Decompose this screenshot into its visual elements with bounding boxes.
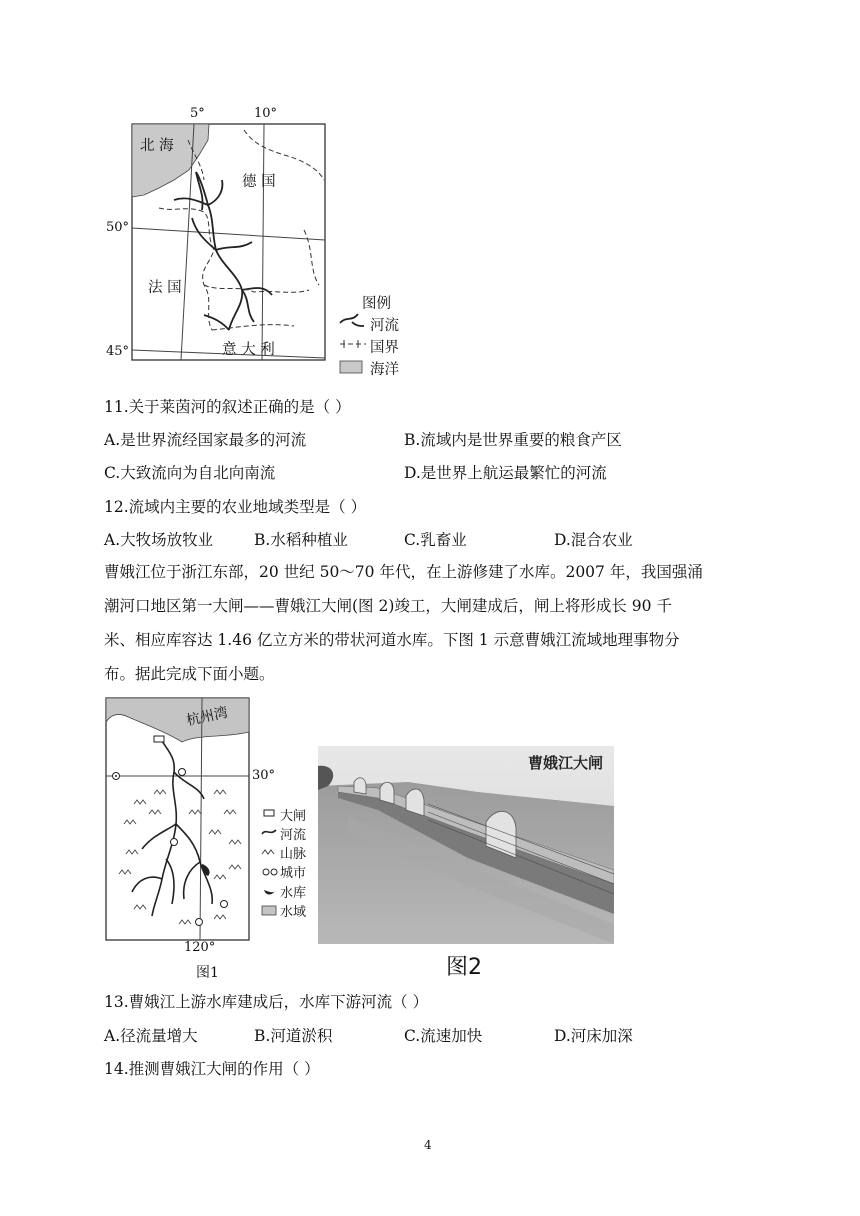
lat-label-45: 45° bbox=[106, 344, 130, 359]
lon-label-120: 120° bbox=[184, 940, 216, 955]
q13-option-a[interactable]: A.径流量增大 bbox=[104, 1027, 198, 1045]
passage bbox=[104, 555, 754, 691]
lat-label-30: 30° bbox=[252, 768, 276, 783]
label-germany: 德 国 bbox=[242, 174, 276, 190]
q14-question: 14.推测曹娥江大闸的作用（ ） bbox=[104, 1060, 320, 1078]
legend-ocean: 海洋 bbox=[370, 362, 399, 378]
q12-option-c[interactable]: C.乳畜业 bbox=[404, 531, 467, 549]
legend-river: 河流 bbox=[370, 318, 399, 334]
lon-label-5: 5° bbox=[190, 106, 205, 121]
legend-title: 图例 bbox=[362, 296, 391, 312]
lat-label-50: 50° bbox=[106, 220, 130, 235]
q11-option-a[interactable]: A.是世界流经国家最多的河流 bbox=[104, 431, 307, 449]
passage-line-1: 曹娥江位于浙江东部，20 世纪 50～70 年代，在上游修建了水库。2007 年，我国强涌 bbox=[104, 563, 703, 581]
q11-option-c[interactable]: C.大致流向为自北向南流 bbox=[104, 464, 276, 482]
legend-dam: 大闸 bbox=[280, 809, 307, 824]
q11-question: 11.关于莱茵河的叙述正确的是（ ） bbox=[104, 398, 351, 416]
legend-border: 国界 bbox=[370, 340, 399, 356]
lon-label-10: 10° bbox=[254, 106, 278, 121]
caoe-map bbox=[104, 694, 314, 984]
legend-city: 城市 bbox=[280, 866, 307, 881]
dam-photo-graphic bbox=[318, 746, 614, 944]
photo-title: 曹娥江大闸 bbox=[528, 754, 604, 772]
q13-question: 13.曹娥江上游水库建成后，水库下游河流（ ） bbox=[104, 993, 429, 1011]
passage-line-4: 布。据此完成下面小题。 bbox=[104, 665, 275, 683]
rhine-map bbox=[104, 100, 434, 385]
legend-water: 水域 bbox=[280, 905, 307, 920]
label-hangzhou-bay: 杭州湾 bbox=[185, 704, 230, 730]
legend-reservoir: 水库 bbox=[280, 886, 307, 901]
passage-line-2: 潮河口地区第一大闸——曹娥江大闸(图 2)竣工，大闸建成后，闸上将形成长 90 千 bbox=[104, 597, 672, 615]
q12-option-b[interactable]: B.水稻种植业 bbox=[254, 531, 348, 549]
q12-option-d[interactable]: D.混合农业 bbox=[554, 531, 633, 549]
photo-caption: 图2 bbox=[446, 955, 482, 980]
q11-option-b[interactable]: B.流域内是世界重要的粮食产区 bbox=[404, 431, 622, 449]
q12-option-a[interactable]: A.大牧场放牧业 bbox=[104, 531, 214, 549]
map2-caption: 图1 bbox=[196, 965, 219, 981]
q11-option-d[interactable]: D.是世界上航运最繁忙的河流 bbox=[404, 464, 607, 482]
q12-question: 12.流域内主要的农业地域类型是（ ） bbox=[104, 498, 367, 516]
q13-option-b[interactable]: B.河道淤积 bbox=[254, 1027, 333, 1045]
q13-option-c[interactable]: C.流速加快 bbox=[404, 1027, 483, 1045]
legend-mountain: 山脉 bbox=[280, 847, 307, 862]
legend-river2: 河流 bbox=[280, 828, 307, 843]
passage-line-3: 米、相应库容达 1.46 亿立方米的带状河道水库。下图 1 示意曹娥江流域地理事物分 bbox=[104, 631, 680, 649]
label-north-sea: 北 海 bbox=[140, 138, 174, 154]
page-number: 4 bbox=[424, 1138, 432, 1152]
label-italy: 意 大 利 bbox=[222, 342, 275, 358]
q13-option-d[interactable]: D.河床加深 bbox=[554, 1027, 633, 1045]
dam-photo bbox=[318, 746, 614, 944]
label-france: 法 国 bbox=[148, 280, 182, 296]
